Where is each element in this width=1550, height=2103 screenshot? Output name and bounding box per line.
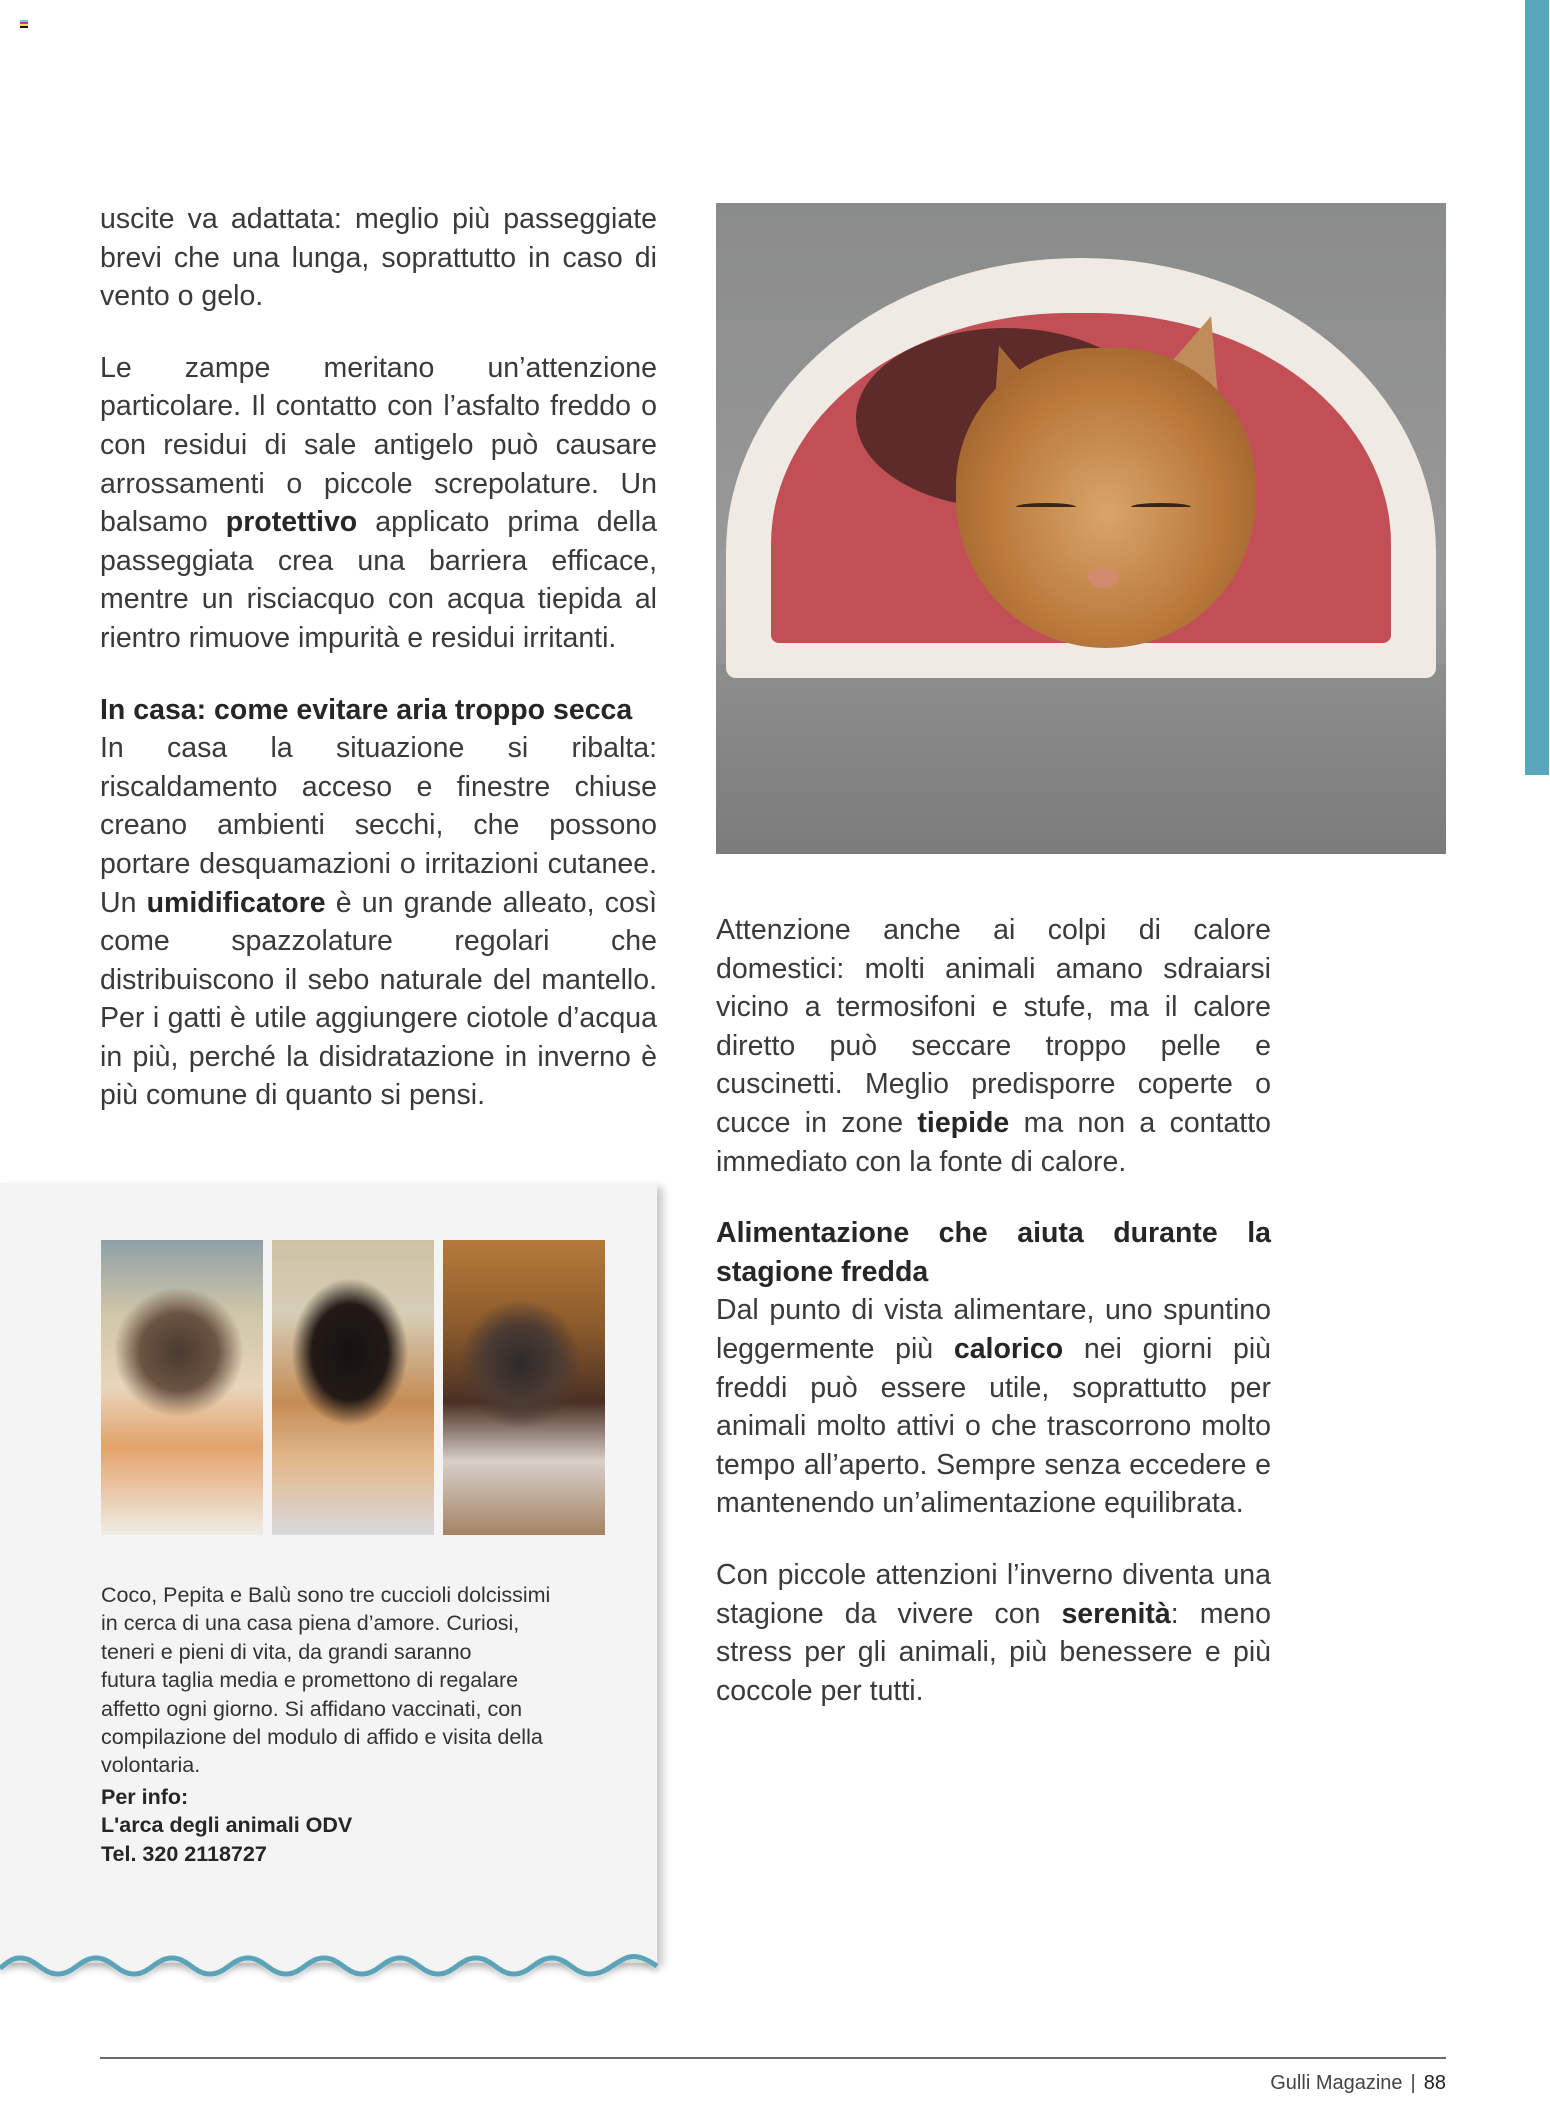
left-column	[100, 200, 657, 1115]
adoption-contact	[101, 1783, 621, 1868]
heading-food: Alimentazione che aiuta durante la stagione fredda	[716, 1217, 1271, 1288]
puppy-photo-coco	[101, 1240, 263, 1535]
section-side-tab	[1525, 0, 1549, 775]
cat-photo	[716, 203, 1446, 854]
emphasis-tiepide: tiepide	[917, 1106, 1010, 1139]
print-color-mark	[20, 20, 28, 28]
paragraph-paws: Le zampe meritano un’attenzione particolare. Il contatto con l’asfalto freddo o con residui di sale antigelo può causare arrossamenti o piccole screpolature. Un balsamo protettivo applicato prima della passeggiata crea una barriera efficace, mentre un risciacquo con acqua tiepida al rientro rimuove impurità e residui irritanti.	[100, 351, 657, 654]
right-column	[716, 911, 1271, 1710]
organization-name: L'arca degli animali ODV	[101, 1813, 353, 1838]
puppy-photo-balu	[443, 1240, 605, 1535]
paragraph-indoor: In casa la situazione si ribalta: riscaldamento acceso e finestre chiuse creano ambienti secchi, che possono portare desquamazioni o irritazioni cutanee. Un umidificatore è un grande alleato, così come spazzolature regolari che distribuiscono il sebo naturale del mantello. Per i gatti è utile aggiungere ciotole d’acqua in più, perché la disidratazione in inverno è più comune di quanto si pensi.	[100, 732, 657, 1112]
page-number: 88	[1423, 2072, 1446, 2094]
wave-border	[0, 1952, 660, 1986]
puppy-photo-pepita	[272, 1240, 434, 1535]
footer-divider	[100, 2057, 1446, 2059]
footer	[1270, 2072, 1446, 2095]
info-label: Per info:	[101, 1785, 189, 1809]
paragraph-walks: uscite va adattata: meglio più passeggiate brevi che una lunga, soprattutto in caso di vento o gelo.	[100, 203, 657, 313]
paragraph-food: Dal punto di vista alimentare, uno spuntino leggermente più calorico nei giorni più freddi può essere utile, soprattutto per animali molto attivi o che trascorrono molto tempo all’aperto. Sempre senza eccedere e mantenendo un’alimentazione equilibrata.	[716, 1294, 1271, 1520]
phone-number: Tel. 320 2118727	[101, 1841, 267, 1866]
publication-name: Gulli Magazine	[1270, 2072, 1403, 2094]
paragraph-conclusion: Con piccole attenzioni l’inverno diventa una stagione da vivere con serenità: meno stress per gli animali, più benessere e più coccole per tutti.	[716, 1558, 1271, 1707]
paragraph-heat: Attenzione anche ai colpi di calore domestici: molti animali amano sdraiarsi vicino a termosifoni e stufe, ma il calore diretto può seccare troppo pelle e cuscinetti. Meglio predisporre coperte o cucce in zone tiepide ma non a contatto immediato con la fonte di calore.	[716, 914, 1271, 1178]
footer-separator: |	[1410, 2072, 1416, 2094]
adoption-box	[0, 1183, 657, 1963]
emphasis-umidificatore: umidificatore	[146, 886, 326, 919]
emphasis-protettivo: protettivo	[225, 506, 358, 539]
emphasis-calorico: calorico	[953, 1332, 1064, 1365]
emphasis-serenita: serenità	[1061, 1597, 1171, 1630]
heading-indoor: In casa: come evitare aria troppo secca	[100, 693, 633, 726]
adoption-description: Coco, Pepita e Balù sono tre cuccioli dolcissimi in cerca di una casa piena d’amore. Curiosi, teneri e pieni di vita, da grandi saranno futura taglia media e promettono di regalare affetto ogni giorno. Si affidano vaccinati, con compilazione del modulo di affido e visita della volontaria.	[101, 1583, 551, 1778]
